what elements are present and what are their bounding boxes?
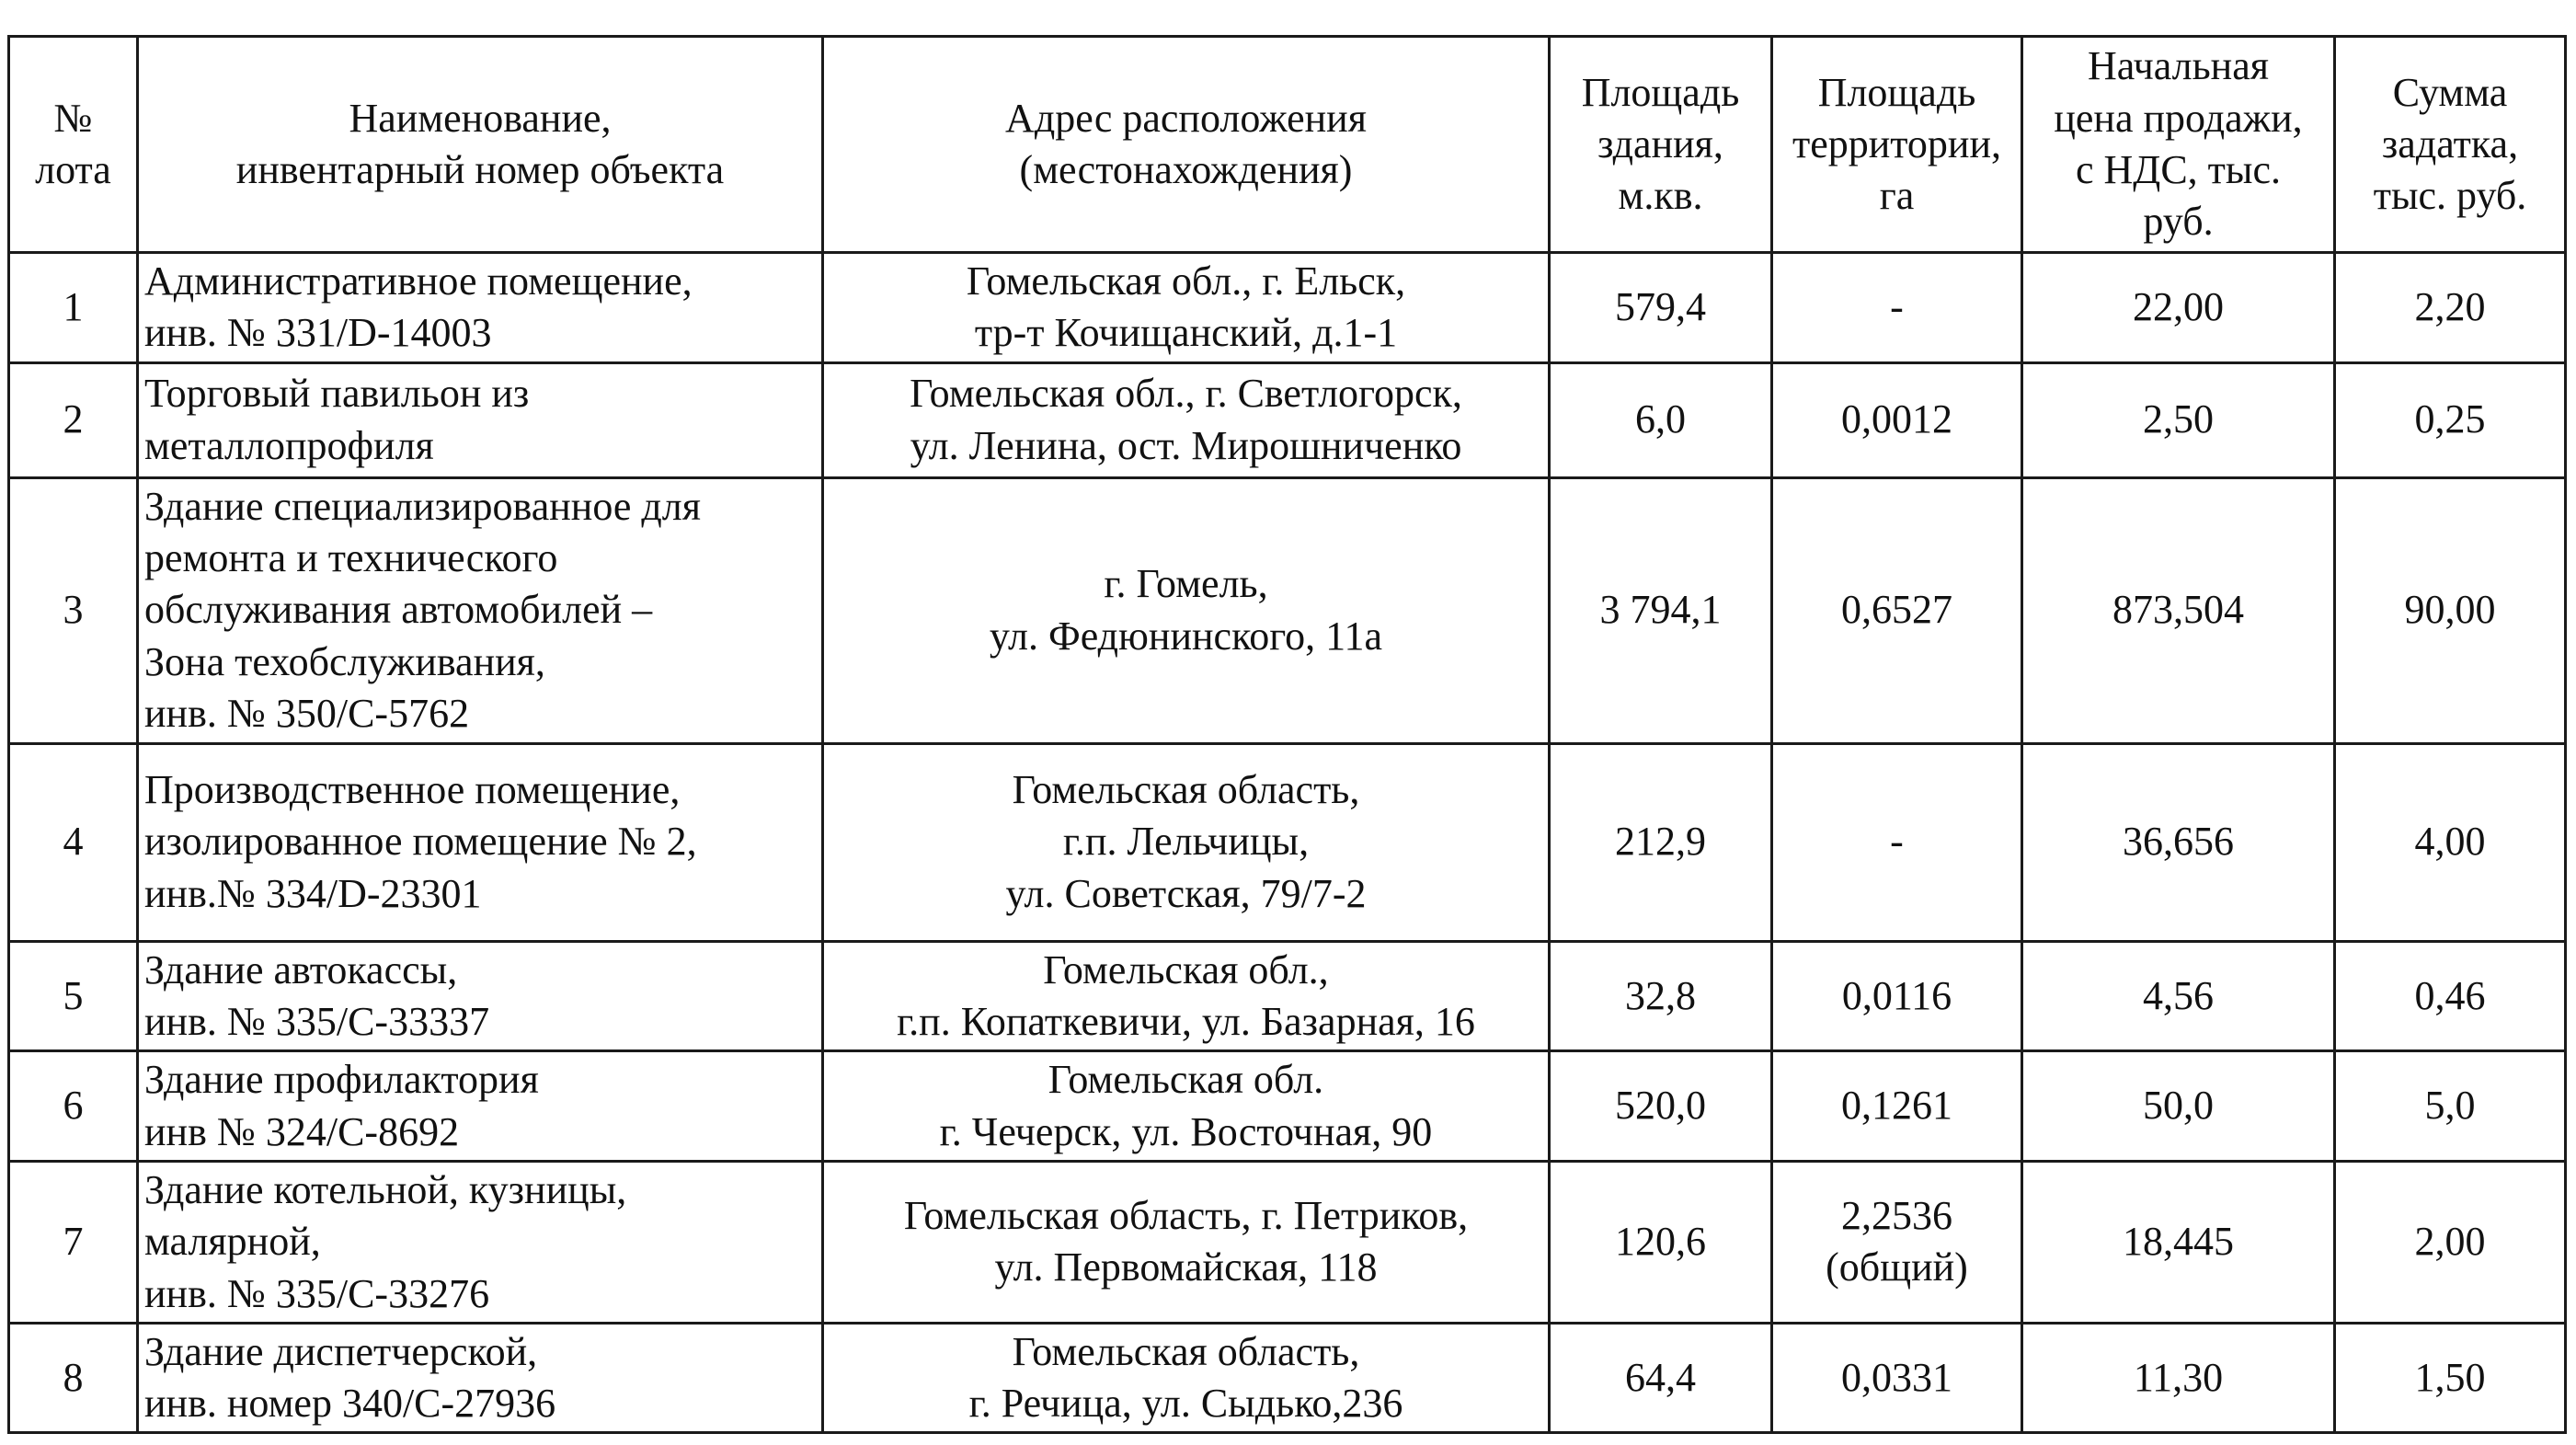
building-area-cell: 3 794,1 (1550, 477, 1772, 743)
header-name (138, 37, 823, 253)
table-row (9, 941, 2566, 1051)
building-area-cell: 6,0 (1550, 362, 1772, 477)
address-cell-line: г. Гомель, (1104, 561, 1268, 607)
object-name-cell-line: инв. № 350/С-5762 (144, 691, 470, 737)
address-cell (823, 941, 1550, 1051)
address-cell-line: ул. Советская, 79/7-2 (1005, 870, 1367, 916)
header-text: Площадь (1817, 69, 1976, 115)
header-text: Наименование, (349, 95, 612, 141)
lot-number-cell: 4 (9, 743, 138, 941)
object-name-cell-line: Зона техобслуживания, (144, 638, 545, 684)
lot-number-cell: 8 (9, 1323, 138, 1433)
territory-area-cell (1772, 1161, 2022, 1323)
object-name-cell-line: изолированное помещение № 2, (144, 819, 697, 865)
start-price-cell: 50,0 (2022, 1051, 2335, 1162)
object-name-cell-line: Здание профилактория (144, 1057, 539, 1103)
building-area-cell: 579,4 (1550, 253, 1772, 363)
address-cell (823, 362, 1550, 477)
start-price-cell: 22,00 (2022, 253, 2335, 363)
header-text: здания, (1597, 120, 1723, 166)
deposit-cell: 4,00 (2335, 743, 2566, 941)
table-row (9, 253, 2566, 363)
deposit-cell: 1,50 (2335, 1323, 2566, 1433)
object-name-cell (138, 1323, 823, 1433)
territory-area-cell-line: 0,0116 (1841, 972, 1952, 1018)
object-name-cell-line: инв. № 335/С-33337 (144, 998, 490, 1044)
lot-number-cell: 1 (9, 253, 138, 363)
table-row (9, 1161, 2566, 1323)
building-area-cell: 120,6 (1550, 1161, 1772, 1323)
start-price-cell: 11,30 (2022, 1323, 2335, 1433)
object-name-cell-line: металлопрофиля (144, 422, 434, 468)
lot-number-cell: 7 (9, 1161, 138, 1323)
territory-area-cell-line: - (1890, 819, 1904, 865)
territory-area-cell (1772, 477, 2022, 743)
table-row (9, 1051, 2566, 1162)
header-text: цена продажи, (2054, 95, 2303, 141)
address-cell (823, 743, 1550, 941)
address-cell-line: Гомельская область, (1012, 767, 1360, 813)
object-name-cell (138, 477, 823, 743)
start-price-cell: 873,504 (2022, 477, 2335, 743)
object-name-cell-line: Здание автокассы, (144, 946, 458, 992)
territory-area-cell-line: 0,6527 (1841, 587, 1952, 633)
object-name-cell-line: Здание котельной, кузницы, (144, 1166, 627, 1212)
address-cell-line: г.п. Лельчицы, (1062, 819, 1310, 865)
header-text: инвентарный номер объекта (235, 147, 725, 192)
deposit-cell: 90,00 (2335, 477, 2566, 743)
header-text: задатка, (2381, 120, 2519, 166)
territory-area-cell-line: 0,1261 (1841, 1083, 1952, 1129)
territory-area-cell (1772, 362, 2022, 477)
address-cell-line: Гомельская обл. (1048, 1057, 1324, 1103)
address-cell-line: г. Чечерск, ул. Восточная, 90 (939, 1108, 1433, 1154)
address-cell-line: Гомельская обл., (1043, 946, 1329, 992)
deposit-cell: 0,25 (2335, 362, 2566, 477)
header-text: лота (35, 147, 111, 192)
header-text: руб. (2143, 199, 2214, 245)
header-row (9, 37, 2566, 253)
start-price-cell: 2,50 (2022, 362, 2335, 477)
table-row (9, 1323, 2566, 1433)
address-cell-line: г.п. Копаткевичи, ул. Базарная, 16 (897, 998, 1475, 1044)
table-row (9, 362, 2566, 477)
object-name-cell-line: Производственное помещение, (144, 767, 681, 813)
object-name-cell (138, 743, 823, 941)
territory-area-cell-line: 2,2536 (1841, 1193, 1952, 1239)
lot-number-cell: 6 (9, 1051, 138, 1162)
territory-area-cell-line: - (1890, 284, 1904, 330)
header-text: № (53, 95, 93, 141)
object-name-cell-line: Торговый павильон из (144, 371, 530, 417)
object-name-cell-line: инв. № 331/D-14003 (144, 310, 492, 356)
building-area-cell: 212,9 (1550, 743, 1772, 941)
header-deposit (2335, 37, 2566, 253)
territory-area-cell (1772, 1323, 2022, 1433)
address-cell-line: Гомельская обл., г. Ельск, (966, 258, 1406, 304)
address-cell-line: ул. Федюнинского, 11а (989, 613, 1383, 659)
building-area-cell: 520,0 (1550, 1051, 1772, 1162)
address-cell (823, 1323, 1550, 1433)
object-name-cell-line: малярной, (144, 1219, 321, 1265)
deposit-cell: 2,00 (2335, 1161, 2566, 1323)
address-cell-line: Гомельская область, (1012, 1328, 1360, 1374)
lots-table-body (9, 253, 2566, 1433)
address-cell-line: ул. Ленина, ост. Мирошниченко (910, 422, 1462, 468)
start-price-cell: 4,56 (2022, 941, 2335, 1051)
address-cell-line: Гомельская обл., г. Светлогорск, (910, 371, 1462, 417)
address-cell-line: тр-т Кочищанский, д.1-1 (974, 310, 1398, 356)
header-text: Площадь (1581, 69, 1740, 115)
territory-area-cell (1772, 1051, 2022, 1162)
object-name-cell-line: инв № 324/С-8692 (144, 1108, 460, 1154)
start-price-cell: 18,445 (2022, 1161, 2335, 1323)
header-text: территории, (1792, 120, 2002, 166)
object-name-cell (138, 1161, 823, 1323)
object-name-cell-line: инв.№ 334/D-23301 (144, 870, 482, 916)
object-name-cell-line: ремонта и технического (144, 535, 558, 581)
address-cell (823, 477, 1550, 743)
building-area-cell: 64,4 (1550, 1323, 1772, 1433)
header-text: м.кв. (1618, 173, 1703, 219)
territory-area-cell-line: 0,0012 (1841, 396, 1952, 442)
header-address (823, 37, 1550, 253)
header-text: га (1879, 173, 1915, 219)
territory-area-cell (1772, 253, 2022, 363)
object-name-cell-line: Здание специализированное для (144, 483, 701, 529)
object-name-cell (138, 1051, 823, 1162)
address-cell (823, 1051, 1550, 1162)
deposit-cell: 2,20 (2335, 253, 2566, 363)
address-cell (823, 1161, 1550, 1323)
header-text: Адрес расположения (1005, 95, 1367, 141)
deposit-cell: 0,46 (2335, 941, 2566, 1051)
lots-table (7, 35, 2567, 1434)
object-name-cell-line: Здание диспетчерской, (144, 1328, 538, 1374)
object-name-cell (138, 362, 823, 477)
address-cell-line: ул. Первомайская, 118 (994, 1244, 1378, 1290)
lot-number-cell: 2 (9, 362, 138, 477)
building-area-cell: 32,8 (1550, 941, 1772, 1051)
territory-area-cell-line: (общий) (1826, 1244, 1968, 1290)
header-lot-no (9, 37, 138, 253)
table-row (9, 743, 2566, 941)
table-row (9, 477, 2566, 743)
address-cell (823, 253, 1550, 363)
object-name-cell (138, 941, 823, 1051)
start-price-cell: 36,656 (2022, 743, 2335, 941)
header-territory-area (1772, 37, 2022, 253)
object-name-cell-line: обслуживания автомобилей – (144, 587, 653, 633)
header-text: тыс. руб. (2373, 173, 2527, 219)
territory-area-cell (1772, 941, 2022, 1051)
lot-number-cell: 5 (9, 941, 138, 1051)
deposit-cell: 5,0 (2335, 1051, 2566, 1162)
header-text: с НДС, тыс. (2076, 147, 2281, 192)
territory-area-cell (1772, 743, 2022, 941)
object-name-cell-line: инв. № 335/С-33276 (144, 1270, 490, 1316)
header-text: Начальная (2088, 43, 2269, 89)
header-text: (местонахождения) (1019, 147, 1353, 192)
header-building-area (1550, 37, 1772, 253)
territory-area-cell-line: 0,0331 (1841, 1354, 1952, 1400)
header-text: Сумма (2392, 69, 2508, 115)
object-name-cell-line: Административное помещение, (144, 258, 693, 304)
address-cell-line: Гомельская область, г. Петриков, (903, 1193, 1469, 1239)
object-name-cell-line: инв. номер 340/С-27936 (144, 1381, 556, 1427)
object-name-cell (138, 253, 823, 363)
header-start-price (2022, 37, 2335, 253)
lot-number-cell: 3 (9, 477, 138, 743)
address-cell-line: г. Речица, ул. Сыдько,236 (968, 1381, 1403, 1427)
